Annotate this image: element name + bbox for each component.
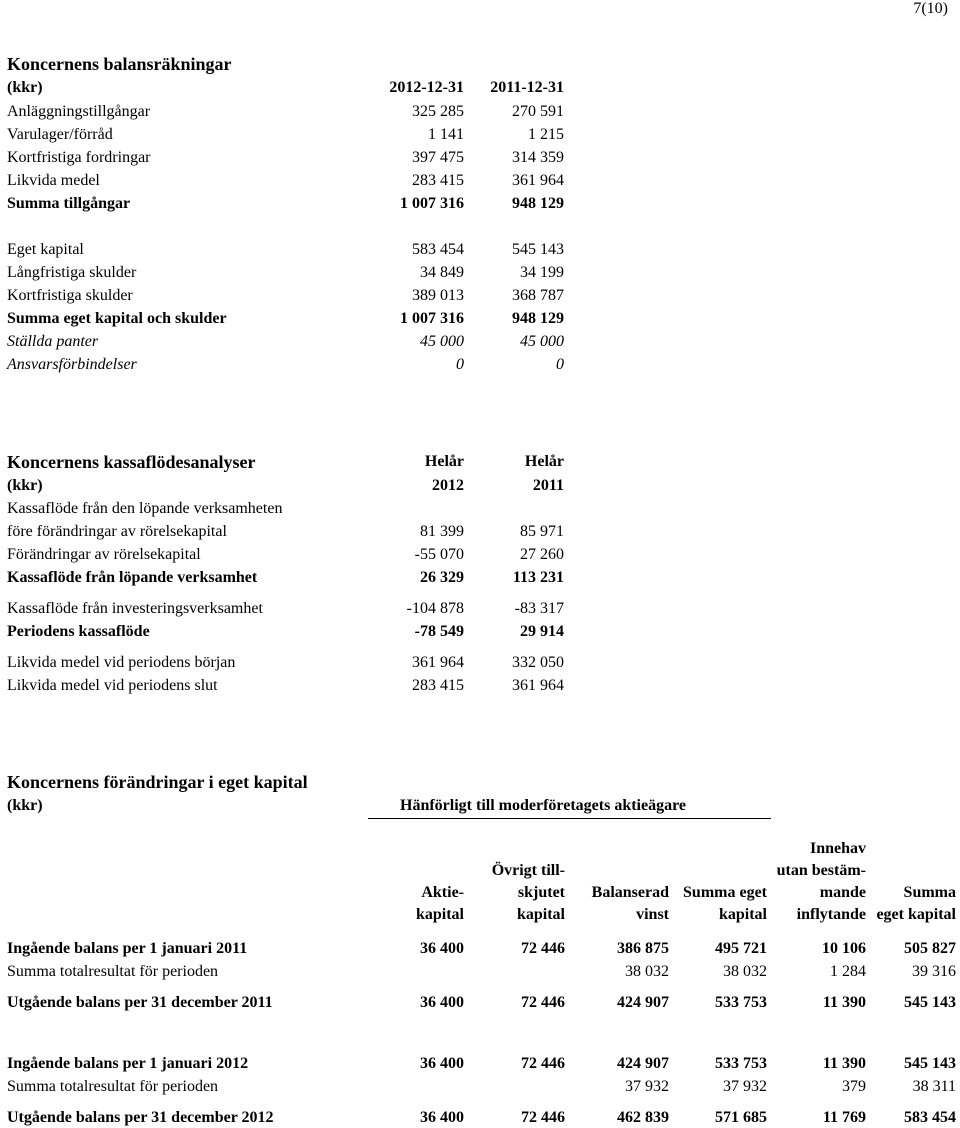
balance-row-label: Kortfristiga skulder (7, 287, 133, 304)
cashflow-row-label: Förändringar av rörelsekapital (7, 546, 201, 563)
cashflow-row-value-2011: 85 971 (520, 523, 564, 540)
cashflow-col1-top: Helår (424, 453, 464, 470)
equity-row-value: 545 143 (904, 1055, 956, 1072)
equity-row-value: 36 400 (420, 994, 464, 1011)
cashflow-row-value-2012: 81 399 (420, 523, 464, 540)
balance-row-value-2012: 1 007 316 (400, 310, 464, 327)
balance-row-label: Summa tillgångar (7, 195, 131, 212)
cashflow-row-label: före förändringar av rörelsekapital (7, 523, 227, 540)
balance-row-value-2011: 948 129 (512, 310, 564, 327)
equity-row-value: 424 907 (617, 994, 669, 1011)
balance-title: Koncernens balansräkningar (7, 54, 232, 74)
equity-column-header: kapital (415, 906, 464, 923)
equity-row-value: 11 390 (822, 994, 866, 1011)
equity-row-value: 424 907 (617, 1055, 669, 1072)
balance-row-value-2012: 34 849 (420, 264, 464, 281)
equity-column-header: kapital (516, 906, 565, 923)
equity-title: Koncernens förändringar i eget kapital (7, 772, 308, 792)
equity-column-header: inflytande (796, 906, 866, 923)
equity-row-value: 72 446 (521, 1055, 565, 1072)
balance-row-label: Ställda panter (7, 333, 99, 350)
equity-row-value: 1 284 (830, 963, 866, 980)
equity-group-underline (368, 818, 771, 819)
equity-row-label: Summa totalresultat för perioden (7, 963, 219, 980)
cashflow-row-label: Kassaflöde från investeringsverksamhet (7, 600, 263, 617)
equity-column-header: Innehav (809, 840, 866, 857)
cashflow-row-label: Periodens kassaflöde (7, 623, 150, 640)
cashflow-row-value-2012: -78 549 (414, 623, 464, 640)
cashflow-row-value-2012: 26 329 (420, 569, 464, 586)
equity-row-value: 37 932 (723, 1078, 767, 1095)
equity-row-value: 38 032 (723, 963, 767, 980)
cashflow-row-value-2011: 113 231 (512, 569, 564, 586)
equity-row-value: 39 316 (912, 963, 956, 980)
equity-column-header: utan bestäm- (776, 862, 866, 879)
cashflow-col2-header: 2011 (532, 477, 564, 494)
equity-column-header: Övrigt till- (491, 862, 565, 879)
equity-column-header: vinst (636, 906, 669, 923)
balance-row-value-2012: 0 (456, 356, 464, 373)
equity-group-header: Hänförligt till moderföretagets aktieägare (400, 797, 686, 814)
balance-col1-header: 2012-12-31 (389, 79, 464, 96)
equity-column-header: Balanserad (591, 884, 669, 901)
equity-row-value: 36 400 (420, 1055, 464, 1072)
cashflow-row-value-2011: 27 260 (520, 546, 564, 563)
balance-row-value-2012: 1 141 (428, 126, 464, 143)
balance-row-value-2012: 389 013 (412, 287, 464, 304)
balance-row-value-2011: 0 (556, 356, 564, 373)
equity-row-value: 462 839 (617, 1109, 669, 1126)
cashflow-row-value-2012: 283 415 (412, 677, 464, 694)
equity-row-value: 379 (842, 1078, 866, 1095)
equity-row-value: 571 685 (715, 1109, 767, 1126)
balance-row-value-2012: 1 007 316 (400, 195, 464, 212)
equity-row-value: 10 106 (822, 940, 866, 957)
balance-col2-header: 2011-12-31 (490, 79, 564, 96)
cashflow-row-label: Likvida medel vid periodens början (7, 654, 236, 671)
equity-row-value: 72 446 (521, 1109, 565, 1126)
equity-column-header: kapital (718, 906, 767, 923)
balance-row-label: Långfristiga skulder (7, 264, 137, 281)
equity-row-value: 11 390 (822, 1055, 866, 1072)
equity-row-value: 533 753 (715, 994, 767, 1011)
balance-row-value-2011: 314 359 (512, 149, 564, 166)
equity-row-label: Ingående balans per 1 januari 2012 (7, 1055, 249, 1072)
cashflow-col2-top: Helår (524, 453, 564, 470)
cashflow-row-value-2011: 29 914 (520, 623, 564, 640)
cashflow-col1-header: 2012 (432, 477, 464, 494)
equity-row-value: 505 827 (904, 940, 956, 957)
equity-row-value: 533 753 (715, 1055, 767, 1072)
balance-row-label: Likvida medel (7, 172, 100, 189)
balance-row-label: Summa eget kapital och skulder (7, 310, 227, 327)
balance-row-value-2012: 45 000 (420, 333, 464, 350)
equity-column-header: eget kapital (876, 906, 956, 923)
equity-row-label: Utgående balans per 31 december 2011 (7, 994, 273, 1011)
balance-row-value-2011: 948 129 (512, 195, 564, 212)
equity-row-label: Utgående balans per 31 december 2012 (7, 1109, 274, 1126)
cashflow-unit: (kkr) (7, 477, 43, 494)
equity-row-value: 72 446 (521, 940, 565, 957)
equity-row-value: 38 032 (625, 963, 669, 980)
equity-row-value: 11 769 (822, 1109, 866, 1126)
equity-column-header: Summa eget (683, 884, 767, 901)
cashflow-row-label: Likvida medel vid periodens slut (7, 677, 218, 694)
equity-row-label: Summa totalresultat för perioden (7, 1078, 219, 1095)
balance-row-label: Ansvarsförbindelser (7, 356, 137, 373)
cashflow-title: Koncernens kassaflödesanalyser (7, 452, 256, 472)
balance-row-value-2011: 270 591 (512, 103, 564, 120)
balance-row-label: Kortfristiga fordringar (7, 149, 151, 166)
balance-row-value-2012: 283 415 (412, 172, 464, 189)
balance-row-value-2011: 368 787 (512, 287, 564, 304)
equity-row-value: 386 875 (617, 940, 669, 957)
balance-unit: (kkr) (7, 79, 43, 96)
balance-row-value-2011: 34 199 (520, 264, 564, 281)
equity-column-header: Summa (903, 884, 956, 901)
balance-row-value-2012: 397 475 (412, 149, 464, 166)
equity-row-value: 495 721 (715, 940, 767, 957)
cashflow-row-label: Kassaflöde från löpande verksamhet (7, 569, 258, 586)
equity-row-value: 545 143 (904, 994, 956, 1011)
balance-row-value-2011: 361 964 (512, 172, 564, 189)
cashflow-row-value-2012: -55 070 (414, 546, 464, 563)
balance-row-label: Anläggningstillgångar (7, 103, 151, 120)
equity-row-value: 38 311 (912, 1078, 956, 1095)
balance-row-value-2012: 583 454 (412, 241, 464, 258)
equity-row-value: 72 446 (521, 994, 565, 1011)
balance-row-label: Eget kapital (7, 241, 84, 258)
equity-column-header: skjutet (517, 884, 565, 901)
balance-row-value-2012: 325 285 (412, 103, 464, 120)
cashflow-row-value-2011: 332 050 (512, 654, 564, 671)
equity-row-value: 36 400 (420, 1109, 464, 1126)
cashflow-row-label: Kassaflöde från den löpande verksamheten (7, 500, 283, 517)
balance-row-value-2011: 1 215 (528, 126, 564, 143)
balance-row-value-2011: 545 143 (512, 241, 564, 258)
cashflow-row-value-2012: 361 964 (412, 654, 464, 671)
cashflow-row-value-2011: -83 317 (514, 600, 564, 617)
equity-row-label: Ingående balans per 1 januari 2011 (7, 940, 248, 957)
equity-row-value: 36 400 (420, 940, 464, 957)
cashflow-row-value-2012: -104 878 (406, 600, 464, 617)
cashflow-row-value-2011: 361 964 (512, 677, 564, 694)
equity-row-value: 37 932 (625, 1078, 669, 1095)
equity-column-header: Aktie- (421, 884, 464, 901)
equity-column-header: mande (819, 884, 866, 901)
equity-unit: (kkr) (7, 797, 43, 814)
balance-row-label: Varulager/förråd (7, 126, 113, 143)
equity-row-value: 583 454 (904, 1109, 956, 1126)
balance-row-value-2011: 45 000 (520, 333, 564, 350)
page-number: 7(10) (913, 0, 948, 17)
